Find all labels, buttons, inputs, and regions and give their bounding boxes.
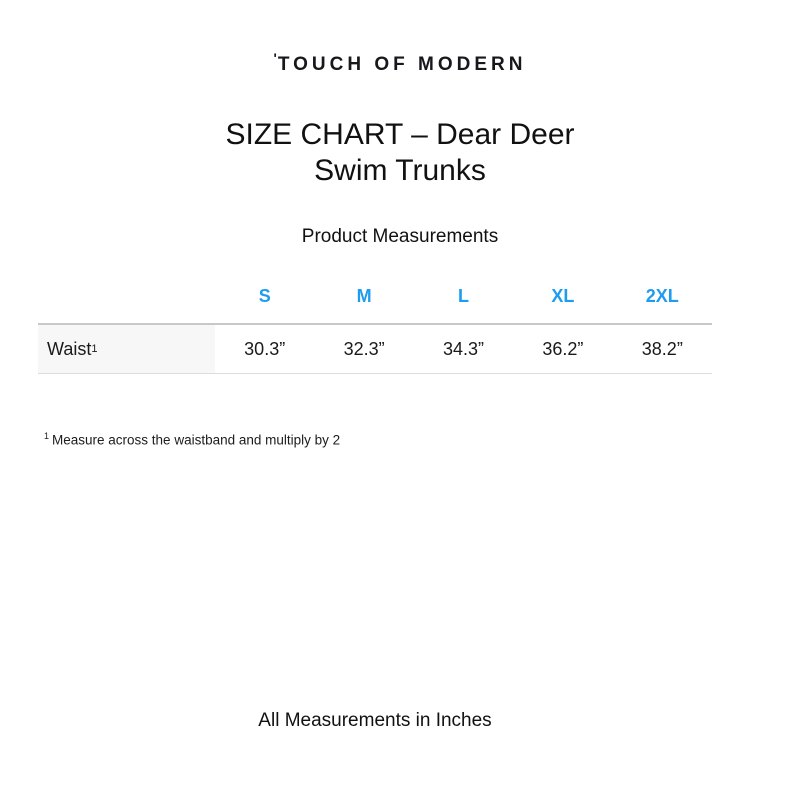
- footer-note: All Measurements in Inches: [258, 710, 492, 731]
- waist-value-xl: 36.2”: [542, 338, 584, 359]
- col-header-l: L: [457, 286, 469, 306]
- measurements-table: [38, 286, 712, 374]
- col-header-2xl: 2XL: [645, 286, 679, 306]
- waist-value-s: 30.3”: [244, 338, 286, 359]
- footnote-text: Measure across the waistband and multiply by 2: [52, 432, 341, 448]
- col-header-s: S: [258, 286, 271, 306]
- section-heading: Product Measurements: [301, 226, 499, 247]
- row-label-text: Waist: [47, 338, 92, 359]
- waist-value-m: 32.3”: [343, 338, 385, 359]
- row-label-waist: Waist 1: [38, 325, 215, 373]
- footnote: [44, 431, 340, 448]
- waist-value-l: 34.3”: [442, 338, 484, 359]
- page-title-line2: Swim Trunks: [314, 154, 486, 188]
- brand-name: TOUCH OF MODERN: [277, 54, 527, 75]
- logo-prime-mark: ': [273, 50, 277, 66]
- col-header-m: M: [356, 286, 372, 306]
- brand-logo: [0, 50, 800, 76]
- col-header-xl: XL: [551, 286, 575, 306]
- corner-spacer: [38, 286, 215, 306]
- waist-value-2xl: 38.2”: [641, 338, 683, 359]
- footnote-superscript: 1: [44, 431, 50, 441]
- page-title: [0, 117, 800, 189]
- page-title-line1: SIZE CHART – Dear Deer: [225, 118, 575, 152]
- table-row-waist: [38, 323, 712, 374]
- size-column-headers: [38, 286, 712, 306]
